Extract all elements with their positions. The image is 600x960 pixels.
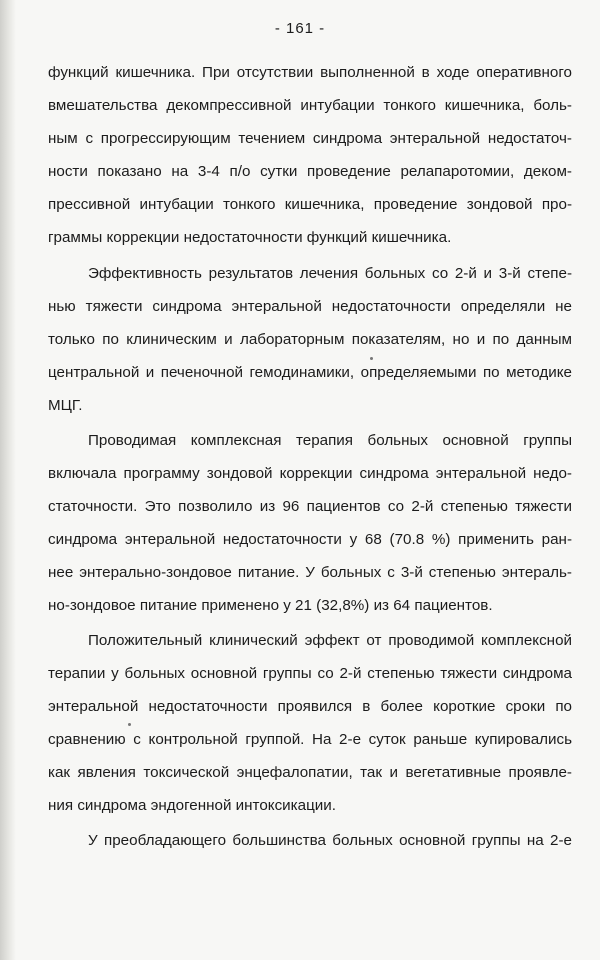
scan-speck xyxy=(128,723,131,726)
page-number: - 161 - xyxy=(274,20,326,37)
scan-speck xyxy=(370,357,373,360)
text-line: включала программу зондовой коррекции синдрома энтеральной недо- xyxy=(48,465,572,482)
text-line: прессивной интубации тонкого кишечника, проведение зондовой про- xyxy=(48,196,572,213)
text-line: ным с прогрессирующим течением синдрома энтеральной недостаточ- xyxy=(48,130,572,147)
text-line: вмешательства декомпрессивной интубации тонкого кишечника, боль- xyxy=(48,97,572,114)
text-line: У преобладающего большинства больных основной группы на 2-е xyxy=(88,832,572,849)
text-line: синдрома энтеральной недостаточности у 68 (70.8 %) применить ран- xyxy=(48,531,572,548)
text-line: Проводимая комплексная терапия больных основной группы xyxy=(88,432,572,449)
text-line: функций кишечника. При отсутствии выполненной в ходе оперативного xyxy=(48,64,572,81)
text-line: только по клиническим и лабораторным показателям, но и по данным xyxy=(48,331,572,348)
text-line: граммы коррекции недостаточности функций кишечника. xyxy=(48,229,452,246)
text-line: терапии у больных основной группы со 2-й степенью тяжести синдрома xyxy=(48,665,572,682)
text-line: нью тяжести синдрома энтеральной недостаточности определяли не xyxy=(48,298,572,315)
text-line: энтеральной недостаточности проявился в более короткие сроки по xyxy=(48,698,572,715)
text-line: ния синдрома эндогенной интоксикации. xyxy=(48,797,336,814)
text-line: МЦГ. xyxy=(48,397,83,414)
text-line: ности показано на 3-4 п/о сутки проведение релапаротомии, деком- xyxy=(48,163,572,180)
text-line: Эффективность результатов лечения больных со 2-й и 3-й степе- xyxy=(88,265,572,282)
text-line: но-зондовое питание применено у 21 (32,8%) из 64 пациентов. xyxy=(48,597,493,614)
text-line: центральной и печеночной гемодинамики, определяемыми по методике xyxy=(48,364,572,381)
text-line: Положительный клинический эффект от проводимой комплексной xyxy=(88,632,572,649)
text-line: как явления токсической энцефалопатии, так и вегетативные проявле- xyxy=(48,764,572,781)
text-line: статочности. Это позволило из 96 пациентов со 2-й степенью тяжести xyxy=(48,498,572,515)
text-line: сравнению с контрольной группой. На 2-е суток раньше купировались xyxy=(48,731,572,748)
text-line: нее энтерально-зондовое питание. У больных с 3-й степенью энтераль- xyxy=(48,564,572,581)
